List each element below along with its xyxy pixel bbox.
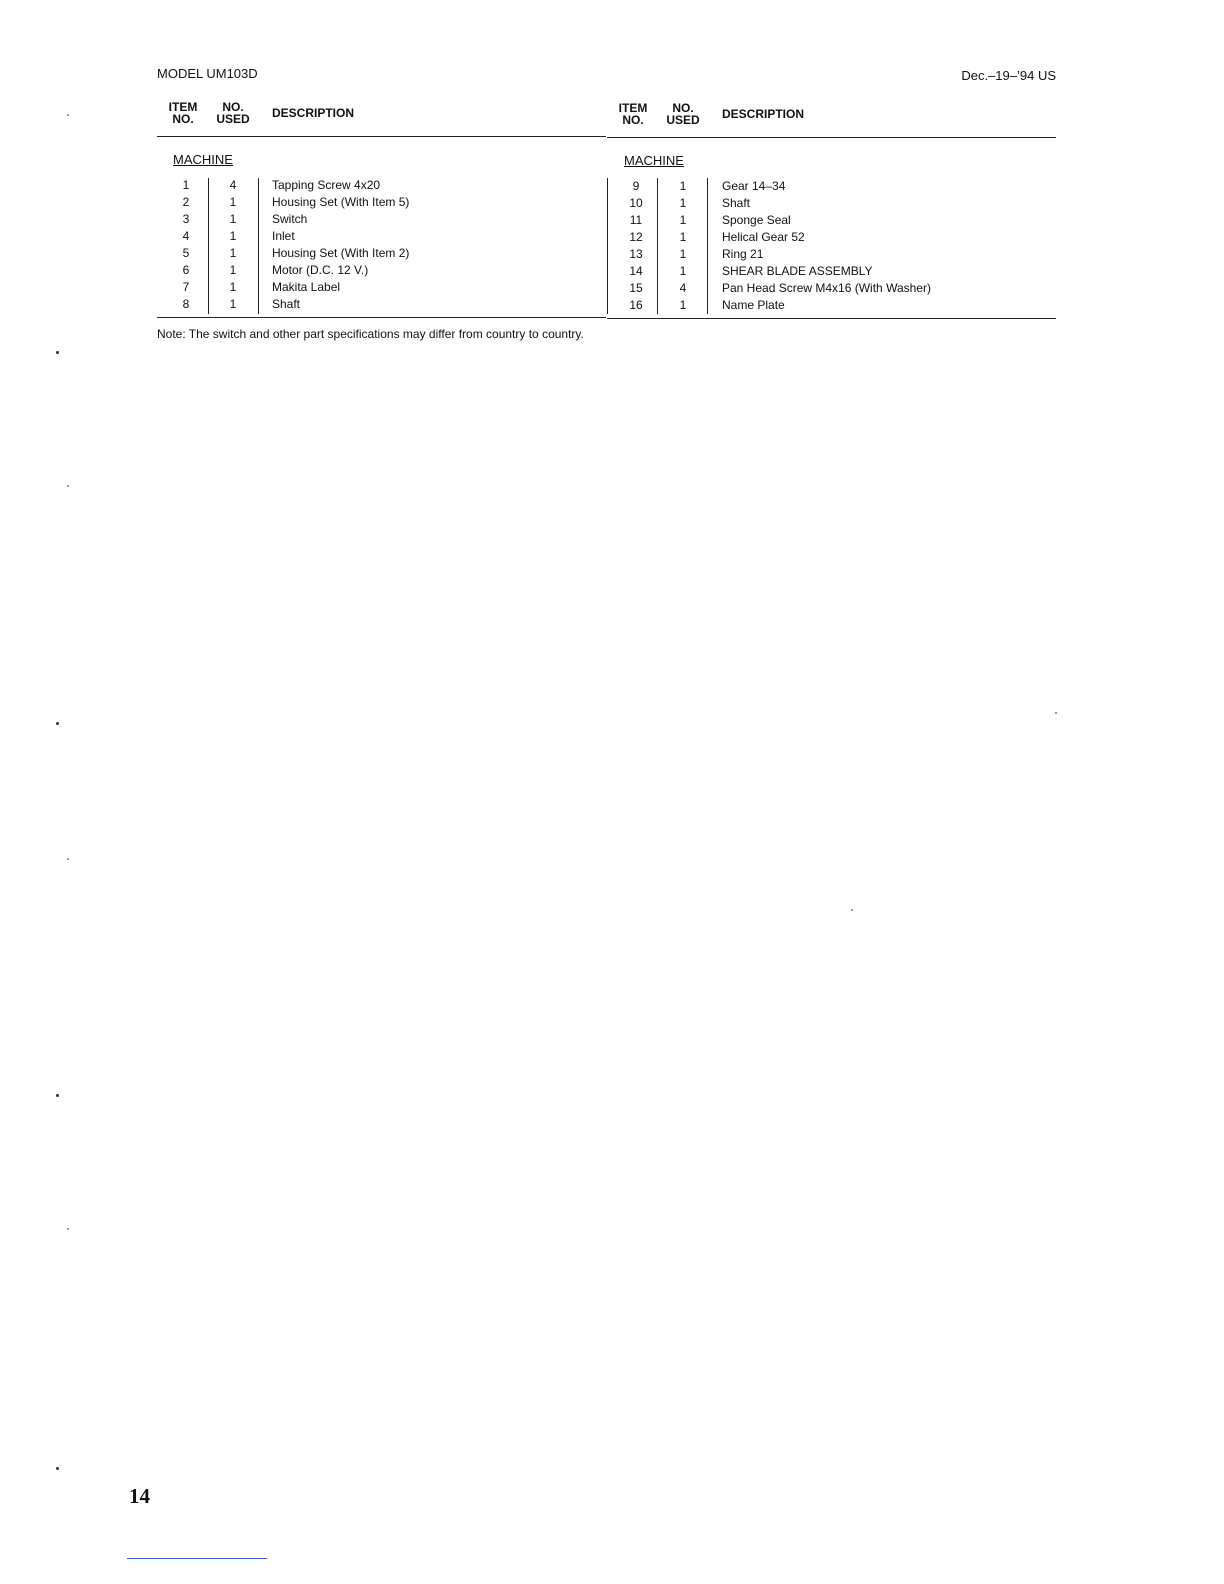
part-description: Makita Label (272, 280, 341, 294)
table-row (607, 212, 1056, 229)
scan-speck (67, 1228, 69, 1230)
scan-speck (67, 858, 69, 860)
quantity-used: 1 (229, 263, 237, 277)
table-row (157, 228, 606, 245)
scan-speck (67, 485, 69, 487)
part-description: Motor (D.C. 12 V.) (272, 263, 369, 277)
col-used-line2: USED (666, 113, 700, 127)
col-item-no (612, 102, 654, 126)
item-number: 16 (629, 298, 643, 312)
table-row (157, 211, 606, 228)
part-description: Tapping Screw 4x20 (272, 178, 381, 192)
quantity-used: 1 (679, 247, 687, 261)
quantity-used: 1 (229, 195, 237, 209)
footer-rule (607, 318, 1056, 319)
quantity-used: 4 (679, 281, 687, 295)
footnote: Note: The switch and other part specifications may differ from country to country. (157, 327, 584, 341)
scan-speck (56, 1467, 59, 1470)
quantity-used: 1 (229, 229, 237, 243)
item-number: 14 (629, 264, 643, 278)
part-description: Gear 14–34 (722, 179, 786, 193)
scan-speck (1055, 712, 1057, 714)
table-row (607, 263, 1056, 280)
col-used-line1: NO. (672, 101, 694, 115)
scan-speck (56, 351, 59, 354)
link-underline (127, 1558, 267, 1559)
table-row (607, 280, 1056, 297)
quantity-used: 4 (229, 178, 237, 192)
col-item-line2: NO. (172, 112, 194, 126)
revision-date: Dec.–19–’94 US (961, 68, 1056, 83)
quantity-used: 1 (679, 230, 687, 244)
quantity-used: 1 (679, 179, 687, 193)
table-row (607, 229, 1056, 246)
table-row (157, 177, 606, 194)
quantity-used: 1 (229, 246, 237, 260)
col-item-line2: NO. (622, 113, 644, 127)
col-item-line1: ITEM (618, 101, 648, 115)
table-body (607, 178, 1056, 314)
col-description: DESCRIPTION (722, 107, 805, 121)
section-title: MACHINE (173, 152, 233, 167)
footer-rule (157, 317, 606, 318)
table-row (157, 194, 606, 211)
header-rule (157, 136, 606, 137)
item-number: 9 (632, 179, 640, 193)
part-description: Shaft (722, 196, 751, 210)
table-body (157, 177, 606, 313)
item-number: 8 (182, 297, 190, 311)
part-description: Switch (272, 212, 308, 226)
quantity-used: 1 (229, 280, 237, 294)
quantity-used: 1 (229, 297, 237, 311)
table-row (607, 246, 1056, 263)
part-description: Inlet (272, 229, 295, 243)
table-row (607, 195, 1056, 212)
scan-speck (56, 1094, 59, 1097)
model-label: MODEL UM103D (157, 66, 258, 81)
item-number: 13 (629, 247, 643, 261)
table-header (157, 100, 606, 136)
item-number: 1 (182, 178, 190, 192)
col-used-line2: USED (216, 112, 250, 126)
quantity-used: 1 (679, 298, 687, 312)
part-description: Housing Set (With Item 2) (272, 246, 410, 260)
table-row (607, 178, 1056, 195)
item-number: 12 (629, 230, 643, 244)
table-row (157, 296, 606, 313)
col-no-used (661, 102, 705, 126)
quantity-used: 1 (679, 196, 687, 210)
page-number: 14 (129, 1484, 150, 1508)
col-used-line1: NO. (222, 100, 244, 114)
part-description: SHEAR BLADE ASSEMBLY (722, 264, 873, 278)
item-number: 7 (182, 280, 190, 294)
item-number: 15 (629, 281, 643, 295)
item-number: 5 (182, 246, 190, 260)
part-description: Sponge Seal (722, 213, 791, 227)
col-description: DESCRIPTION (272, 106, 355, 120)
part-description: Shaft (272, 297, 301, 311)
quantity-used: 1 (679, 264, 687, 278)
table-header (607, 100, 1056, 136)
section-title: MACHINE (624, 153, 684, 168)
col-item-line1: ITEM (168, 100, 198, 114)
part-description: Pan Head Screw M4x16 (With Washer) (722, 281, 931, 295)
quantity-used: 1 (229, 212, 237, 226)
col-no-used (211, 101, 255, 125)
table-row (607, 297, 1056, 314)
item-number: 4 (182, 229, 190, 243)
scan-speck (67, 114, 69, 116)
item-number: 6 (182, 263, 190, 277)
item-number: 3 (182, 212, 190, 226)
header-rule (607, 137, 1056, 138)
scan-speck (851, 909, 853, 911)
part-description: Ring 21 (722, 247, 764, 261)
part-description: Helical Gear 52 (722, 230, 805, 244)
item-number: 2 (182, 195, 190, 209)
table-row (157, 245, 606, 262)
item-number: 10 (629, 196, 643, 210)
scan-speck (56, 722, 59, 725)
table-row (157, 279, 606, 296)
quantity-used: 1 (679, 213, 687, 227)
item-number: 11 (629, 213, 643, 227)
part-description: Name Plate (722, 298, 785, 312)
table-row (157, 262, 606, 279)
part-description: Housing Set (With Item 5) (272, 195, 410, 209)
col-item-no (162, 101, 204, 125)
